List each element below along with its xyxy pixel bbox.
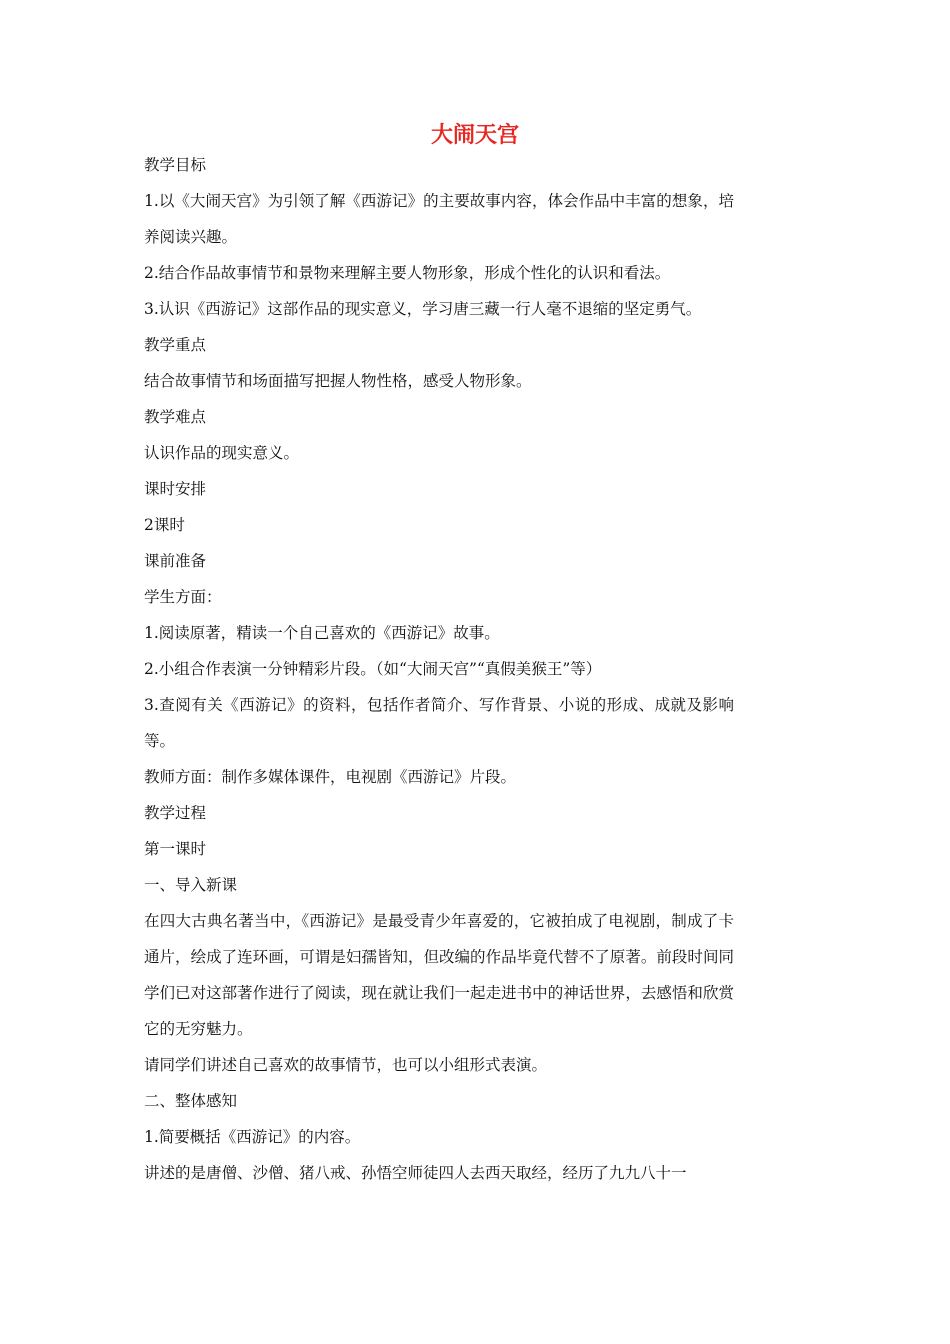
paragraph: 讲述的是唐僧、沙僧、猪八戒、孙悟空师徒四人去西天取经，经历了九九八十一 [144, 1164, 687, 1182]
objective-item: 2.结合作品故事情节和景物来理解主要人物形象，形成个性化的认识和看法。 [144, 264, 671, 282]
section-heading: 第一课时 [144, 840, 207, 858]
section-heading: 教学目标 [144, 156, 207, 174]
section-heading: 教学难点 [144, 408, 207, 426]
list-item: 1.简要概括《西游记》的内容。 [144, 1128, 361, 1146]
paragraph: 请同学们讲述自己喜欢的故事情节，也可以小组形式表演。 [144, 1056, 548, 1074]
list-item: 3.查阅有关《西游记》的资料，包括作者简介、写作背景、小说的形成、成就及影响等。 [144, 696, 734, 750]
document-title: 大闹天宫 [430, 123, 519, 148]
paragraph: 认识作品的现实意义。 [144, 444, 300, 462]
paragraph: 在四大古典名著当中，《西游记》是最受青少年喜爱的，它被拍成了电视剧，制成了卡通片，绘成了连环画，可谓是妇孺皆知，但改编的作品毕竟代替不了原著。前段时间同学们已对这部著作进行了阅读，现在就让我们一起走进书中的神话世界，去感悟和欣赏它的无穷魅力。 [144, 912, 734, 1038]
document-body [144, 147, 734, 1191]
section-heading: 一、导入新课 [144, 876, 238, 894]
paragraph: 教师方面：制作多媒体课件，电视剧《西游记》片段。 [144, 768, 517, 786]
section-heading: 课前准备 [144, 552, 207, 570]
paragraph: 2课时 [144, 516, 185, 534]
objective-item: 1.以《大闹天宫》为引领了解《西游记》的主要故事内容，体会作品中丰富的想象，培养阅读兴趣。 [144, 192, 734, 246]
paragraph: 结合故事情节和场面描写把握人物性格，感受人物形象。 [144, 372, 532, 390]
list-item: 1.阅读原著，精读一个自己喜欢的《西游记》故事。 [144, 624, 500, 642]
paragraph: 学生方面： [144, 588, 222, 606]
section-heading: 二、整体感知 [144, 1092, 238, 1110]
objective-item: 3.认识《西游记》这部作品的现实意义，学习唐三藏一行人毫不退缩的坚定勇气。 [144, 300, 702, 318]
list-item: 2.小组合作表演一分钟精彩片段。（如“大闹天宫”“真假美猴王”等） [144, 660, 602, 678]
section-heading: 教学过程 [144, 804, 207, 822]
section-heading: 课时安排 [144, 480, 207, 498]
section-heading: 教学重点 [144, 336, 207, 354]
